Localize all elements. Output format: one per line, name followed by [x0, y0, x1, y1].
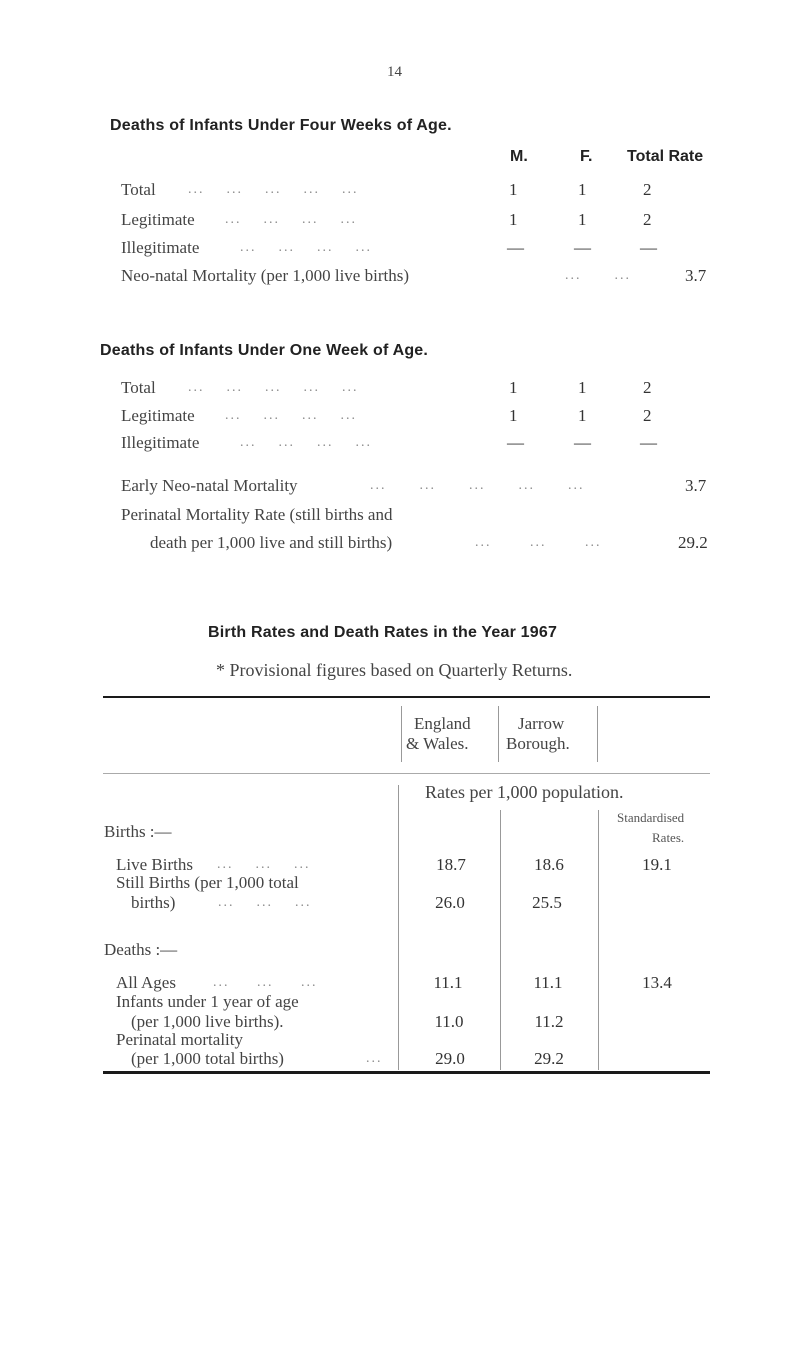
row-label: Total [121, 180, 156, 199]
leader-dots: ... ... ... [213, 975, 318, 990]
col-header-m: M. [510, 148, 528, 165]
live-births-label: Live Births [116, 855, 193, 874]
col-header-total-rate: Total Rate [627, 148, 704, 165]
rates-header: Rates per 1,000 population. [425, 782, 624, 802]
perinatal-mortality-label-1: Perinatal mortality [116, 1030, 243, 1049]
deaths-label: Deaths :— [104, 940, 178, 959]
col-header-jarrow: Jarrow [518, 714, 565, 733]
column-rule [597, 706, 598, 762]
still-births-ew: 26.0 [435, 893, 465, 912]
neonatal-label: Neo-natal Mortality (per 1,000 live births) [121, 266, 409, 285]
leader-dots: ... ... ... [475, 535, 602, 550]
value-f: 1 [578, 210, 587, 229]
infants-label-1: Infants under 1 year of age [116, 992, 299, 1011]
infants-ew: 11.0 [434, 1012, 464, 1031]
value-f: 1 [578, 180, 587, 199]
value-f: — [574, 238, 591, 257]
column-rule [398, 785, 399, 1070]
header-divider [103, 773, 710, 774]
perinatal-mortality-label-2: (per 1,000 total births) [131, 1049, 284, 1068]
value-m: 1 [509, 378, 518, 397]
col-header-england: England [414, 714, 471, 733]
all-ages-ew: 11.1 [433, 973, 463, 992]
section1-title: Deaths of Infants Under Four Weeks of Age. [110, 117, 452, 134]
perinatal-mortality-jb: 29.2 [534, 1049, 564, 1068]
all-ages-std: 13.4 [642, 973, 672, 992]
section3-subtitle: * Provisional figures based on Quarterly Returns. [216, 660, 573, 680]
column-rule [598, 810, 599, 1070]
standardised-header-2: Rates. [652, 830, 685, 845]
value-total: — [640, 238, 657, 257]
column-rule [500, 810, 501, 1070]
infants-label-2: (per 1,000 live births). [131, 1012, 284, 1031]
column-rule [498, 706, 499, 762]
row-label: Total [121, 378, 156, 397]
value-f: 1 [578, 406, 587, 425]
births-label: Births :— [104, 822, 172, 841]
value-m: 1 [509, 210, 518, 229]
early-neonatal-value: 3.7 [685, 476, 707, 495]
perinatal-label-2: death per 1,000 live and still births) [150, 533, 393, 552]
standardised-header-1: Standardised [617, 810, 685, 825]
value-m: — [507, 433, 524, 452]
section3-title: Birth Rates and Death Rates in the Year 1967 [208, 624, 558, 641]
value-m: 1 [509, 406, 518, 425]
still-births-label-1: Still Births (per 1,000 total [116, 873, 299, 892]
page-number: 14 [387, 64, 402, 80]
table-top-rule [103, 696, 710, 698]
row-label: Legitimate [121, 406, 195, 425]
row-label: Illegitimate [121, 433, 200, 452]
still-births-label-2: births) [131, 893, 176, 912]
value-m: — [507, 238, 524, 257]
leader-dots: ... [366, 1051, 383, 1066]
value-total: 2 [643, 210, 652, 229]
perinatal-value: 29.2 [678, 533, 708, 552]
col-header-borough: Borough. [506, 734, 570, 753]
leader-dots: ... ... ... ... [240, 435, 372, 450]
perinatal-mortality-ew: 29.0 [435, 1049, 465, 1068]
value-m: 1 [509, 180, 518, 199]
leader-dots: ... ... ... ... [240, 240, 372, 255]
live-births-std: 19.1 [642, 855, 672, 874]
leader-dots: ... ... [565, 268, 631, 283]
row-label: Legitimate [121, 210, 195, 229]
infants-jb: 11.2 [534, 1012, 564, 1031]
column-rule [401, 706, 402, 762]
still-births-jb: 25.5 [532, 893, 562, 912]
value-f: 1 [578, 378, 587, 397]
section2-title: Deaths of Infants Under One Week of Age. [100, 342, 429, 359]
table-bottom-rule [103, 1071, 710, 1074]
col-header-wales: & Wales. [406, 734, 469, 753]
leader-dots: ... ... ... ... [225, 212, 357, 227]
value-total: — [640, 433, 657, 452]
live-births-jb: 18.6 [534, 855, 564, 874]
leader-dots: ... ... ... [217, 857, 311, 872]
neonatal-value: 3.7 [685, 266, 707, 285]
all-ages-jb: 11.1 [533, 973, 563, 992]
leader-dots: ... ... ... ... ... [370, 478, 585, 493]
early-neonatal-label: Early Neo-natal Mortality [121, 476, 298, 495]
leader-dots: ... ... ... ... ... [188, 380, 359, 395]
value-f: — [574, 433, 591, 452]
row-label: Illegitimate [121, 238, 200, 257]
perinatal-label-1: Perinatal Mortality Rate (still births and [121, 505, 393, 524]
value-total: 2 [643, 406, 652, 425]
all-ages-label: All Ages [116, 973, 176, 992]
value-total: 2 [643, 378, 652, 397]
leader-dots: ... ... ... [218, 895, 312, 910]
value-total: 2 [643, 180, 652, 199]
col-header-f: F. [580, 148, 593, 165]
live-births-ew: 18.7 [436, 855, 466, 874]
leader-dots: ... ... ... ... [225, 408, 357, 423]
leader-dots: ... ... ... ... ... [188, 182, 359, 197]
